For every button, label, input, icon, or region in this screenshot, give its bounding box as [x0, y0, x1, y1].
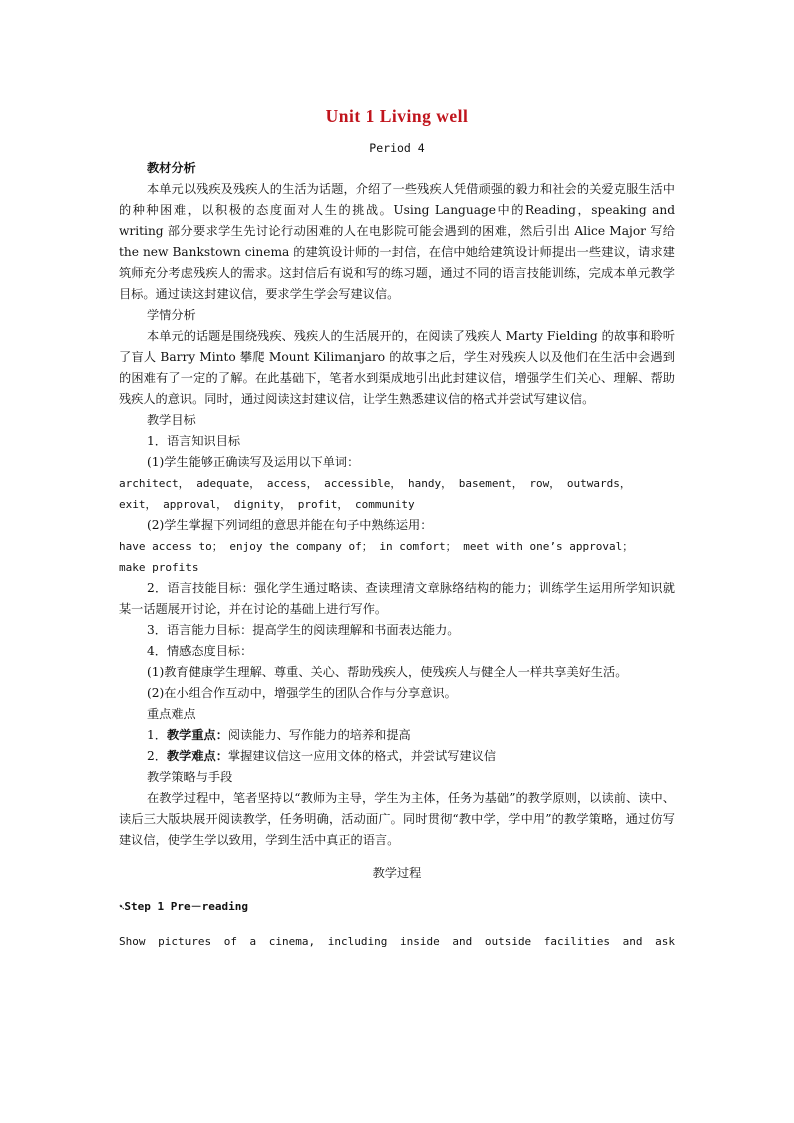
step-1-text: Show pictures of a cinema, including inside and outside facilities and ask — [119, 935, 675, 948]
goal-emotional-1: (1)教育健康学生理解、尊重、关心、帮助残疾人，使残疾人与健全人一样共享美好生活。 — [147, 665, 628, 679]
page-title: Unit 1 Living well — [325, 106, 469, 126]
paragraph-textbook-analysis: 本单元以残疾及残疾人的生活为话题，介绍了一些残疾人凭借顽强的毅力和社会的关爱克服生活中的种种困难，以积极的态度面对人生的挑战。Using Language中的Reading，speaking and writing 部分要求学生先讨论行动困难的人在电影院可能会遇到的困难，然后引出 Alice Major 写给 the new Bankstown cinema 的建筑设计师的一封信，在信中她给建筑设计师提出一些建议，请求建筑师充分考虑残疾人的需求。这封信后有说和写的练习题，通过不同的语言技能训练，完成本单元教学目标。通过读这封建议信，要求学生学会写建议信。 — [119, 182, 675, 301]
key-point-1 — [119, 725, 675, 746]
heading-teaching-strategy: 教学策略与手段 — [147, 770, 233, 784]
goal-language-knowledge: 1．语言知识目标 — [147, 434, 241, 448]
goal-emotional-2: (2)在小组合作互动中，增强学生的团队合作与分享意识。 — [147, 686, 457, 700]
key-point-2-text: 掌握建议信这一应用文体的格式，并尝试写建议信 — [227, 749, 497, 763]
goal-phrases-intro: (2)学生掌握下列词组的意思并能在句子中熟练运用： — [147, 518, 433, 532]
key-point-2-number: 2． — [147, 749, 167, 763]
goal-vocabulary-intro: (1)学生能够正确读写及运用以下单词： — [147, 455, 360, 469]
heading-student-analysis: 学情分析 — [147, 308, 196, 322]
paragraph-teaching-strategy: 在教学过程中，笔者坚持以“教师为主导，学生为主体，任务为基础”的教学原则，以读前、读中、读后三大版块展开阅读教学，任务明确，活动面广。同时贯彻“教中学，学中用”的教学策略，通过仿写建议信，使学生学以致用，学到生活中真正的语言。 — [119, 791, 675, 847]
paragraph-student-analysis: 本单元的话题是围绕残疾、残疾人的生活展开的，在阅读了残疾人 Marty Fielding 的故事和聆听了盲人 Barry Minto 攀爬 Mount Kilimanjaro 的故事之后，学生对残疾人以及他们在生活中会遇到的困难有了一定的了解。在此基础下，笔者水到渠成地引出此封建议信，增强学生们关心、理解、帮助残疾人的意识。同时，通过阅读这封建议信，让学生熟悉建议信的格式并尝试写建议信。 — [119, 329, 675, 406]
goal-language-skills: 2．语言技能目标：强化学生通过略读、查读理清文章脉络结构的能力；训练学生运用所学知识就某一话题展开讨论，并在讨论的基础上进行写作。 — [119, 581, 675, 616]
document-body — [119, 158, 675, 952]
heading-teaching-goals: 教学目标 — [147, 413, 196, 427]
arrow-icon: ➷ — [119, 903, 125, 913]
key-point-2-label: 教学难点： — [166, 749, 228, 763]
step-1-heading — [119, 896, 675, 919]
heading-teaching-process: 教学过程 — [372, 866, 422, 880]
goal-language-ability: 3．语言能力目标：提高学生的阅读理解和书面表达能力。 — [147, 623, 460, 637]
key-point-1-number: 1． — [147, 728, 167, 742]
phrases-line-2: make profits — [119, 561, 199, 574]
step-1-label: Step 1 Pre－reading — [124, 900, 249, 913]
goal-emotional-attitude: 4．情感态度目标： — [147, 644, 253, 658]
key-point-1-text: 阅读能力、写作能力的培养和提高 — [227, 728, 411, 742]
period-label: Period 4 — [369, 141, 425, 155]
heading-key-points: 重点难点 — [147, 707, 196, 721]
phrases-line-1: have access to； enjoy the company of； in comfort； meet with one’s approval； — [119, 540, 634, 553]
heading-textbook-analysis: 教材分析 — [147, 161, 196, 175]
key-point-1-label: 教学重点： — [166, 728, 228, 742]
vocabulary-line-1: architect， adequate， access， accessible， handy， basement， row， outwards， — [119, 477, 631, 490]
vocabulary-line-2: exit， approval， dignity， profit， community — [119, 498, 415, 511]
key-point-2 — [119, 746, 675, 767]
